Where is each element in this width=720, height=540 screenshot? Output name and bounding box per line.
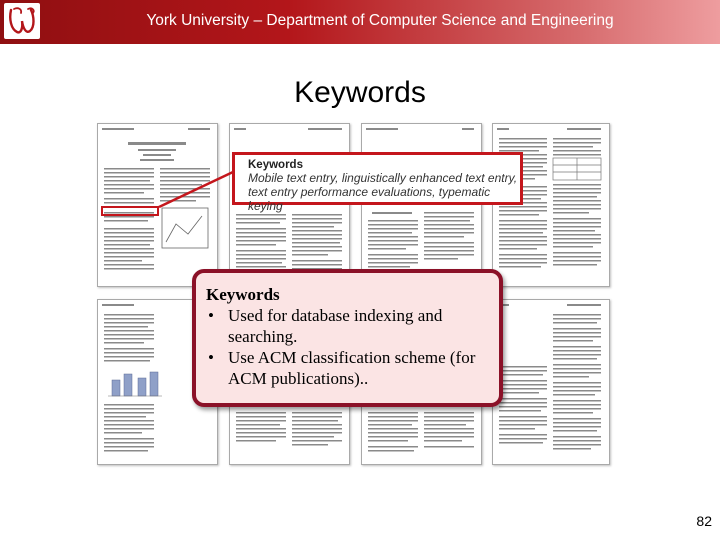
paper-page-thumbnail bbox=[97, 123, 218, 287]
zoom-keywords-text: Mobile text entry, linguistically enhanced text entry, text entry performance evaluations, typematic keying bbox=[248, 171, 518, 213]
zoom-heading: Keywords bbox=[248, 159, 303, 171]
list-item-text: Use ACM classification scheme (for ACM publications).. bbox=[228, 348, 476, 388]
callout-heading: Keywords bbox=[206, 285, 280, 304]
header-banner bbox=[0, 0, 720, 44]
bullet-icon: • bbox=[208, 348, 214, 367]
keywords-zoom-box bbox=[232, 152, 523, 213]
keywords-callout bbox=[192, 269, 503, 407]
paper-page-thumbnail bbox=[492, 299, 610, 465]
callout-bullet-list bbox=[206, 305, 496, 389]
list-item-text: Used for database indexing and searching. bbox=[228, 306, 443, 346]
list-item bbox=[206, 347, 496, 389]
keywords-highlight-marker bbox=[101, 206, 159, 216]
york-university-logo bbox=[4, 3, 40, 39]
bullet-icon: • bbox=[208, 306, 214, 325]
slide-title: Keywords bbox=[294, 76, 426, 109]
list-item bbox=[206, 305, 496, 347]
header-title: York University – Department of Computer Science and Engineering bbox=[146, 12, 614, 29]
page-number: 82 bbox=[696, 513, 712, 529]
